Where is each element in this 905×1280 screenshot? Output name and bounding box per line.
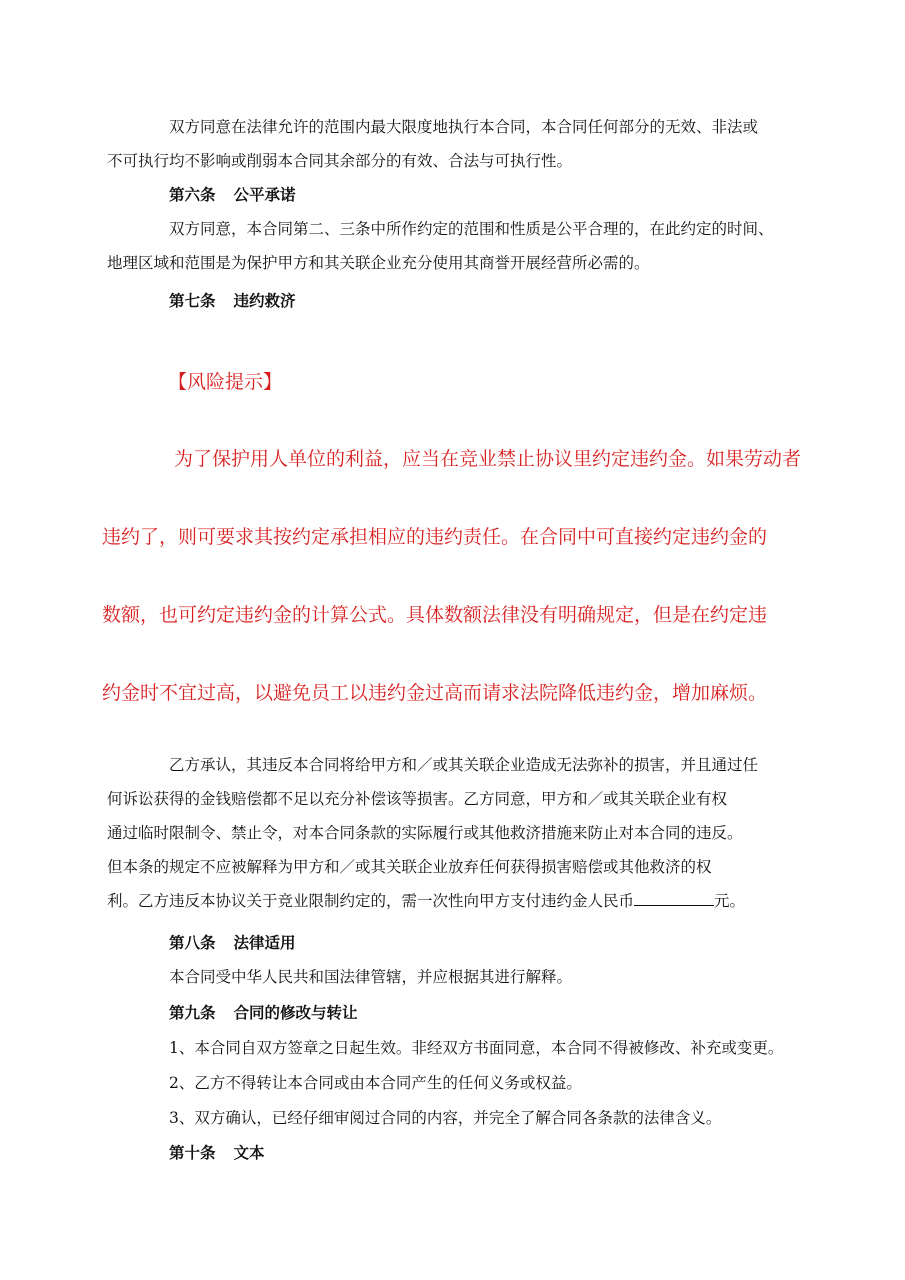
paragraph-line: 3、双方确认，已经仔细审阅过合同的内容，并完全了解合同各条款的法律含义。 (169, 1109, 722, 1127)
article-title: 违约救济 (233, 291, 296, 310)
paragraph-line (107, 884, 774, 918)
article-6-paragraph (107, 212, 774, 280)
paragraph-line: 双方同意，本合同第二、三条中所作约定的范围和性质是公平合理的，在此约定的时间、 (169, 220, 774, 238)
article-9-item-2 (138, 1066, 774, 1100)
article-number: 第九条 (169, 1003, 216, 1022)
article-10-heading (169, 1136, 265, 1170)
risk-line: 数额，也可约定违约金的计算公式。具体数额法律没有明确规定，但是在约定违 (102, 604, 768, 626)
article-8-paragraph (138, 960, 774, 994)
paragraph-line: 地理区域和范围是为保护甲方和其关联企业充分使用其商誉开展经营所必需的。 (107, 254, 650, 272)
paragraph-line: 2、乙方不得转让本合同或由本合同产生的任何义务或权益。 (169, 1074, 582, 1092)
paragraph-line: 但本条的规定不应被解释为甲方和／或其关联企业放弃任何获得损害赔偿或其他救济的权 (107, 858, 712, 876)
penalty-unit: 元。 (714, 892, 746, 910)
article-number: 第十条 (169, 1143, 216, 1162)
paragraph-line: 不可执行均不影响或削弱本合同其余部分的有效、合法与可执行性。 (107, 152, 573, 170)
article-8-heading (169, 926, 296, 960)
article-title: 合同的修改与转让 (233, 1003, 358, 1022)
article-7-heading (169, 284, 296, 318)
article-number: 第七条 (169, 291, 216, 310)
article-7-paragraph (107, 748, 774, 918)
article-title: 法律适用 (233, 933, 296, 952)
article-title: 文本 (233, 1143, 265, 1162)
article-number: 第八条 (169, 933, 216, 952)
article-5-paragraph (107, 110, 774, 178)
risk-line: 违约了，则可要求其按约定承担相应的违约责任。在合同中可直接约定违约金的 (102, 526, 768, 548)
paragraph-line: 乙方承认，其违反本合同将给甲方和／或其关联企业造成无法弥补的损害，并且通过任 (169, 756, 759, 774)
risk-line: 约金时不宜过高，以避免员工以违约金过高而请求法院降低违约金，增加麻烦。 (102, 682, 768, 704)
article-title: 公平承诺 (233, 185, 296, 204)
paragraph-line: 本合同受中华人民共和国法律管辖，并应根据其进行解释。 (169, 968, 573, 986)
article-9-heading (169, 996, 358, 1030)
risk-notice-text (102, 420, 802, 732)
paragraph-line: 双方同意在法律允许的范围内最大限度地执行本合同，本合同任何部分的无效、非法或 (169, 118, 759, 136)
article-number: 第六条 (169, 185, 216, 204)
paragraph-line: 何诉讼获得的金钱赔偿都不足以充分补偿该等损害。乙方同意，甲方和／或其关联企业有权 (107, 790, 728, 808)
penalty-amount-blank (634, 891, 714, 906)
article-6-heading (169, 178, 296, 212)
article-9-item-3 (138, 1101, 774, 1135)
risk-notice-title: 【风险提示】 (168, 371, 283, 393)
penalty-text: 利。乙方违反本协议关于竞业限制约定的，需一次性向甲方支付违约金人民币 (107, 892, 635, 910)
paragraph-line: 1、本合同自双方签章之日起生效。非经双方书面同意，本合同不得被修改、补充或变更。 (169, 1039, 784, 1057)
risk-line: 为了保护用人单位的利益，应当在竞业禁止协议里约定违约金。如果劳动者 (174, 448, 802, 470)
paragraph-line: 通过临时限制令、禁止令，对本合同条款的实际履行或其他救济措施来防止对本合同的违反。 (107, 824, 743, 842)
article-9-item-1 (138, 1031, 784, 1065)
